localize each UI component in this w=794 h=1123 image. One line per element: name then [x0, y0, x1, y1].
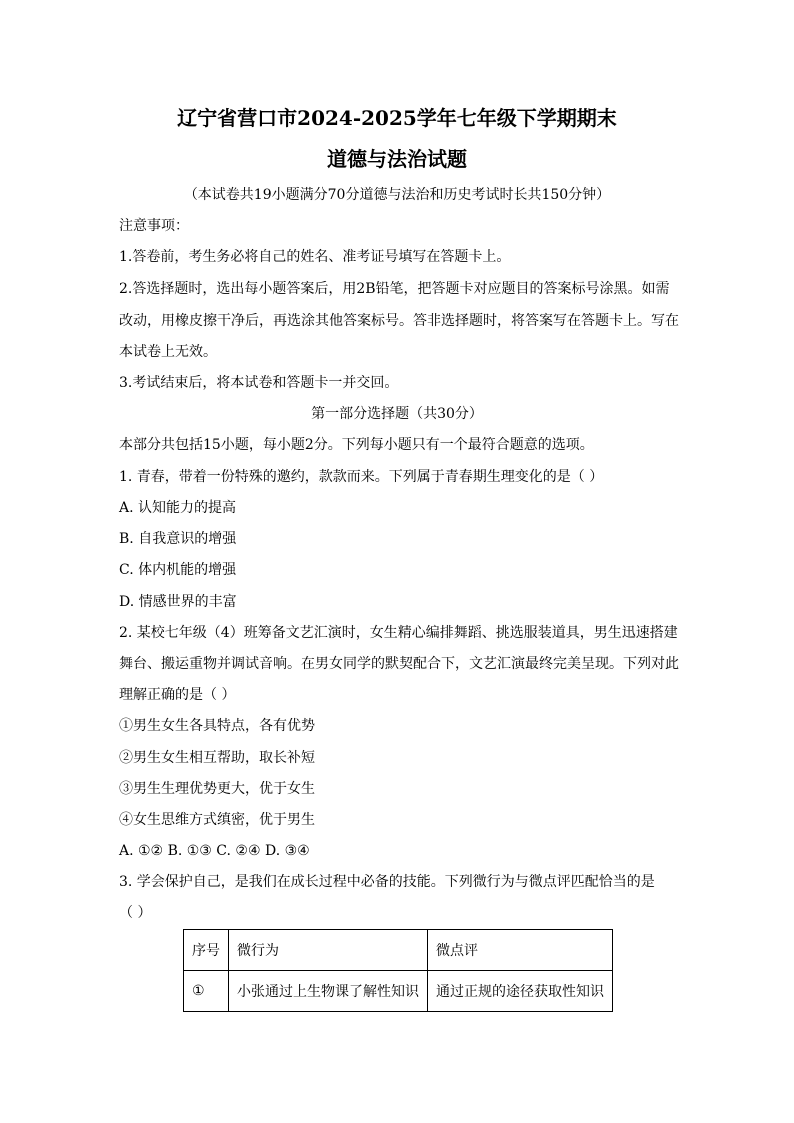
q3-stem-line-2: （ ）	[119, 905, 152, 921]
q1-option-a: A. 认知能力的提高	[119, 500, 237, 516]
q2-choices: A. ①② B. ①③ C. ②④ D. ③④	[119, 843, 310, 859]
exam-subject-title: 道德与法治试题	[327, 147, 467, 171]
note-item-1: 1.答卷前，考生务必将自己的姓名、准考证号填写在答题卡上。	[119, 249, 511, 265]
q3-table	[183, 929, 613, 1012]
q3-header-behavior: 微行为	[229, 930, 428, 971]
q3-table-header-row	[184, 930, 613, 971]
q3-header-number: 序号	[184, 930, 229, 971]
note-item-3: 3.考试结束后，将本试卷和答题卡一并交回。	[119, 375, 399, 391]
q3-row1-behavior: 小张通过上生物课了解性知识	[229, 971, 428, 1012]
note-item-2-line-2: 改动，用橡皮擦干净后，再选涂其他答案标号。答非选择题时，将答案写在答题卡上。写在	[119, 313, 679, 329]
part1-heading: 第一部分选择题（共30分）	[311, 406, 483, 422]
q3-stem-line-1: 3. 学会保护自己，是我们在成长过程中必备的技能。下列微行为与微点评匹配恰当的是	[119, 874, 655, 890]
q1-option-d: D. 情感世界的丰富	[119, 594, 237, 610]
q2-statement-3: ③男生生理优势更大，优于女生	[119, 781, 315, 797]
notes-heading: 注意事项：	[119, 218, 189, 234]
q2-statement-2: ②男生女生相互帮助，取长补短	[119, 750, 315, 766]
q2-statement-4: ④女生思维方式缜密，优于男生	[119, 812, 315, 828]
exam-info: （本试卷共19小题满分70分道德与法治和历史考试时长共150分钟）	[183, 187, 611, 203]
q1-option-b: B. 自我意识的增强	[119, 531, 237, 547]
q1-option-c: C. 体内机能的增强	[119, 562, 237, 578]
q3-header-comment: 微点评	[428, 930, 613, 971]
q3-row1-comment: 通过正规的途径获取性知识	[428, 971, 613, 1012]
exam-title: 辽宁省营口市2024-2025学年七年级下学期期末	[177, 106, 617, 130]
q2-stem-line-2: 舞台、搬运重物并调试音响。在男女同学的默契配合下，文艺汇演最终完美呈现。下列对此	[119, 656, 679, 672]
q2-stem-line-3: 理解正确的是（ ）	[119, 687, 236, 703]
q3-row1-number: ①	[184, 971, 229, 1012]
table-row	[184, 971, 613, 1012]
q2-statement-1: ①男生女生各具特点，各有优势	[119, 718, 315, 734]
note-item-2-line-3: 本试卷上无效。	[119, 344, 217, 360]
note-item-2-line-1: 2.答选择题时，选出每小题答案后，用2B铅笔，把答题卡对应题目的答案标号涂黑。如需	[119, 281, 670, 297]
part1-intro: 本部分共包括15小题，每小题2分。下列每小题只有一个最符合题意的选项。	[119, 437, 594, 453]
q2-stem-line-1: 2. 某校七年级（4）班筹备文艺汇演时，女生精心编排舞蹈、挑选服装道具，男生迅速搭建	[119, 625, 678, 641]
q1-stem: 1. 青春，带着一份特殊的邀约，款款而来。下列属于青春期生理变化的是（ ）	[119, 469, 604, 485]
